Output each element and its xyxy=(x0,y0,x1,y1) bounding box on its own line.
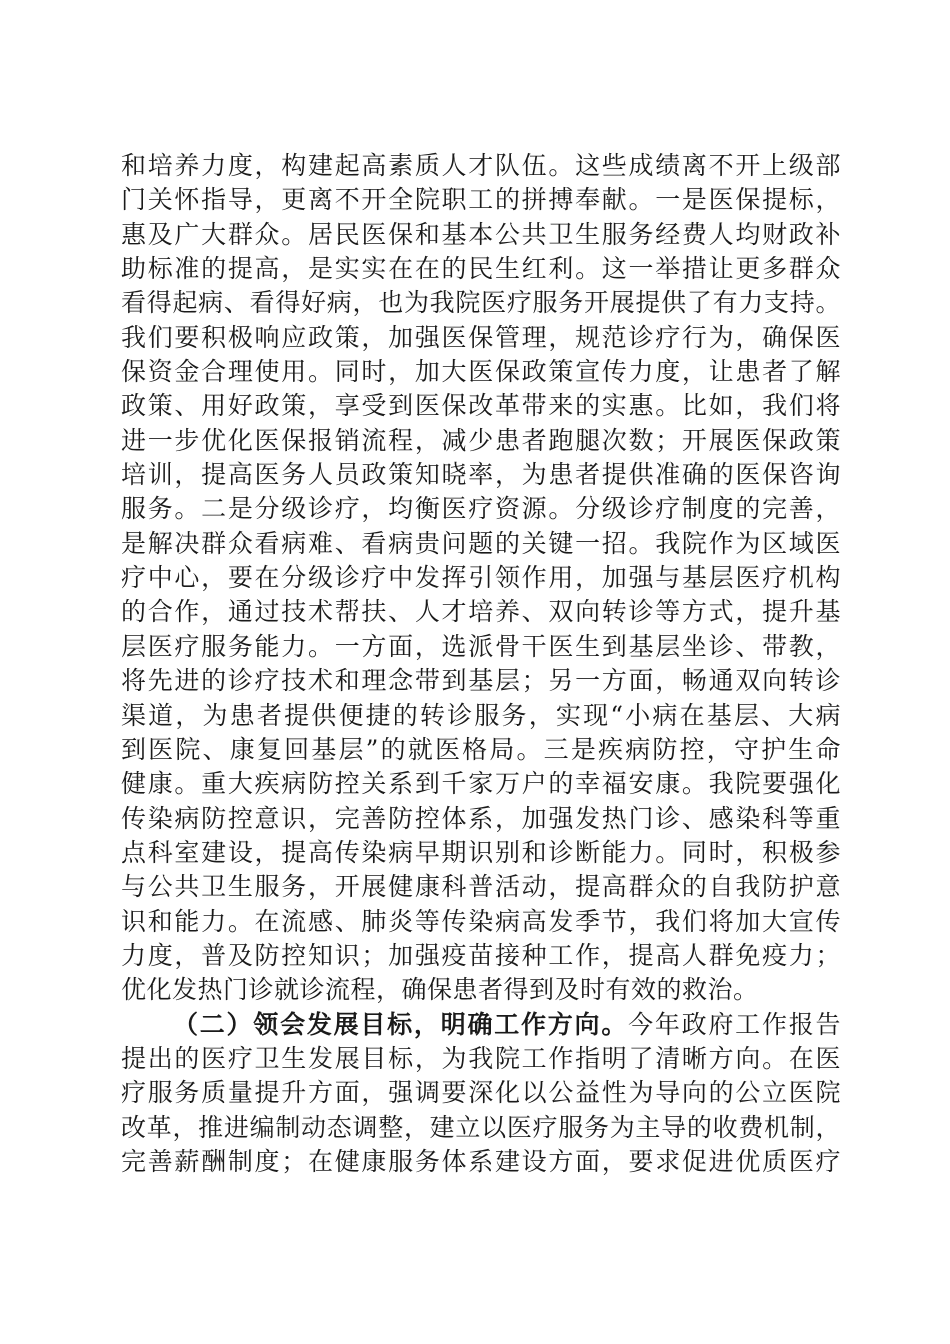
paragraph-line: 识和能力。在流感、肺炎等传染病高发季节，我们将加大宣传 xyxy=(121,906,841,936)
section-line: 改革，推进编制动态调整，建立以医疗服务为主导的收费机制， xyxy=(121,1112,841,1142)
section-first-line-text: 今年政府工作报告 xyxy=(628,1009,841,1039)
paragraph-line: 与公共卫生服务，开展健康科普活动，提高群众的自我防护意 xyxy=(121,872,841,902)
paragraph-line: 传染病防控意识，完善防控体系，加强发热门诊、感染科等重 xyxy=(121,803,841,833)
paragraph-line: 到医院、康复回基层”的就医格局。三是疾病防控，守护生命 xyxy=(121,734,841,764)
paragraph-line: 的合作，通过技术帮扶、人才培养、双向转诊等方式，提升基 xyxy=(121,597,841,627)
paragraph-line: 将先进的诊疗技术和理念带到基层；另一方面，畅通双向转诊 xyxy=(121,666,841,696)
section-line: 提出的医疗卫生发展目标，为我院工作指明了清晰方向。在医 xyxy=(121,1043,841,1073)
paragraph-line: 我们要积极响应政策，加强医保管理，规范诊疗行为，确保医 xyxy=(121,322,841,352)
body-text xyxy=(121,149,841,1179)
paragraph-line: 惠及广大群众。居民医保和基本公共卫生服务经费人均财政补 xyxy=(121,219,841,249)
paragraph-line: 点科室建设，提高传染病早期识别和诊断能力。同时，积极参 xyxy=(121,837,841,867)
paragraph-line: 渠道，为患者提供便捷的转诊服务，实现“小病在基层、大病 xyxy=(121,700,841,730)
paragraph-line: 门关怀指导，更离不开全院职工的拼搏奉献。一是医保提标， xyxy=(121,185,841,215)
section-first-line xyxy=(121,1008,841,1042)
paragraph-line: 服务。二是分级诊疗，均衡医疗资源。分级诊疗制度的完善， xyxy=(121,494,841,524)
paragraph-line: 健康。重大疾病防控关系到千家万户的幸福安康。我院要强化 xyxy=(121,769,841,799)
paragraph-line: 疗中心，要在分级诊疗中发挥引领作用，加强与基层医疗机构 xyxy=(121,563,841,593)
paragraph-line: 是解决群众看病难、看病贵问题的关键一招。我院作为区域医 xyxy=(121,528,841,558)
paragraph-line: 和培养力度，构建起高素质人才队伍。这些成绩离不开上级部 xyxy=(121,151,841,180)
paragraph-line: 力度，普及防控知识；加强疫苗接种工作，提高人群免疫力； xyxy=(121,940,841,970)
section-line: 疗服务质量提升方面，强调要深化以公益性为导向的公立医院 xyxy=(121,1078,841,1108)
paragraph-line: 看得起病、看得好病，也为我院医疗服务开展提供了有力支持。 xyxy=(121,288,841,318)
section-heading: （二）领会发展目标，明确工作方向。 xyxy=(173,1009,629,1039)
paragraph-line: 助标准的提高，是实实在在的民生红利。这一举措让更多群众 xyxy=(121,254,841,284)
paragraph-line: 进一步优化医保报销流程，减少患者跑腿次数；开展医保政策 xyxy=(121,425,841,455)
paragraph-line: 政策、用好政策，享受到医保改革带来的实惠。比如，我们将 xyxy=(121,391,841,421)
paragraph-line: 培训，提高医务人员政策知晓率，为患者提供准确的医保咨询 xyxy=(121,460,841,490)
section-line: 完善薪酬制度；在健康服务体系建设方面，要求促进优质医疗 xyxy=(121,1146,841,1176)
paragraph-line: 层医疗服务能力。一方面，选派骨干医生到基层坐诊、带教， xyxy=(121,631,841,661)
paragraph-line: 优化发热门诊就诊流程，确保患者得到及时有效的救治。 xyxy=(121,975,759,1005)
paragraph-line: 保资金合理使用。同时，加大医保政策宣传力度，让患者了解 xyxy=(121,357,841,387)
